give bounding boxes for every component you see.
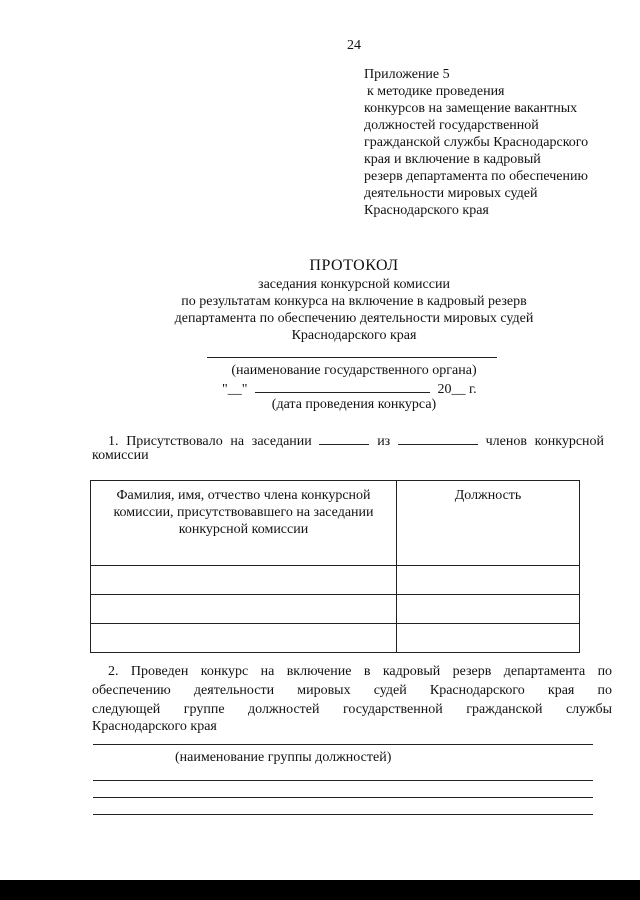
appendix-line: к методике проведения — [367, 84, 505, 99]
page-number: 24 — [347, 38, 361, 53]
appendix-line: Краснодарского края — [364, 203, 489, 218]
item1-text: 1. Присутствовало на заседании — [108, 434, 312, 449]
appendix-line: гражданской службы Краснодарского — [364, 135, 589, 150]
date-month-blank — [255, 380, 430, 393]
item2-word: деятельности — [193, 683, 275, 698]
contest-date-caption: (дата проведения конкурса) — [271, 397, 437, 412]
item1-line — [108, 432, 604, 450]
appendix-line: края и включение в кадровый — [364, 152, 541, 167]
table-cell[interactable] — [397, 566, 580, 595]
appendix-header — [364, 66, 624, 219]
header-member-name: Фамилия, имя, отчество члена конкурсной комиссии, присутствовавшего на заседании конкурсной комиссии — [91, 481, 397, 566]
appendix-line: должностей государственной — [364, 118, 539, 133]
date-day-field: "__" — [222, 382, 248, 397]
item2-word: по — [597, 683, 612, 698]
item2-word: включение в кадровый резерв департамента по — [286, 664, 613, 679]
position-group-line — [93, 780, 593, 781]
protocol-subtitle-line: Краснодарского края — [291, 328, 417, 343]
present-count-blank — [319, 432, 369, 445]
appendix-line: конкурсов на замещение вакантных — [364, 101, 578, 116]
state-body-name-line — [207, 357, 497, 358]
appendix-line: резерв департамента по обеспечению — [364, 169, 588, 184]
item2-word: должностей — [248, 702, 320, 717]
item2-word: следующей — [92, 702, 161, 717]
item2-word: гражданской — [466, 702, 543, 717]
item2-word: на — [260, 664, 275, 679]
date-year-field: 20__ г. — [437, 382, 477, 397]
table-cell[interactable] — [397, 595, 580, 624]
item2-word: Проведен — [130, 664, 189, 679]
table-header-row — [91, 481, 580, 566]
table-row — [91, 624, 580, 653]
table-row — [91, 595, 580, 624]
scan-bottom-edge — [0, 880, 640, 900]
table-row — [91, 566, 580, 595]
table-cell[interactable] — [91, 595, 397, 624]
item2-line — [92, 683, 612, 699]
item1-line2: комиссии — [92, 448, 149, 463]
item2-line4: Краснодарского края — [92, 719, 217, 734]
item1-text: из — [377, 434, 391, 449]
item2-word: группе — [183, 702, 225, 717]
table-cell[interactable] — [397, 624, 580, 653]
state-body-name-caption: (наименование государственного органа) — [231, 363, 477, 378]
item2-word: службы — [565, 702, 612, 717]
position-group-caption: (наименование группы должностей) — [175, 750, 392, 765]
protocol-subtitle-line: заседания конкурсной комиссии — [258, 277, 450, 292]
item2-word: мировых — [297, 683, 351, 698]
item2-line — [108, 664, 612, 680]
header-position: Должность — [397, 481, 580, 566]
table-cell[interactable] — [91, 566, 397, 595]
contest-date-line — [222, 380, 477, 398]
item2-line — [92, 702, 612, 718]
position-group-line — [93, 744, 593, 745]
item2-word: 2. — [108, 664, 119, 679]
position-group-line — [93, 797, 593, 798]
protocol-title: ПРОТОКОЛ — [309, 257, 399, 274]
appendix-line: Приложение 5 — [364, 67, 450, 82]
appendix-line: деятельности мировых судей — [364, 186, 538, 201]
item2-word: государственной — [342, 702, 443, 717]
members-table — [90, 480, 580, 653]
protocol-subtitle-line: департамента по обеспечению деятельности мировых судей — [174, 311, 534, 326]
protocol-subtitle-line: по результатам конкурса на включение в кадровый резерв — [181, 294, 527, 309]
item2-word: края — [547, 683, 575, 698]
position-group-line — [93, 814, 593, 815]
item2-word: судей — [373, 683, 407, 698]
item2-word: Краснодарского — [429, 683, 525, 698]
item2-word: обеспечению — [92, 683, 171, 698]
total-count-blank — [398, 432, 478, 445]
item1-text: членов конкурсной — [485, 434, 605, 449]
item2-word: конкурс — [200, 664, 249, 679]
table-cell[interactable] — [91, 624, 397, 653]
